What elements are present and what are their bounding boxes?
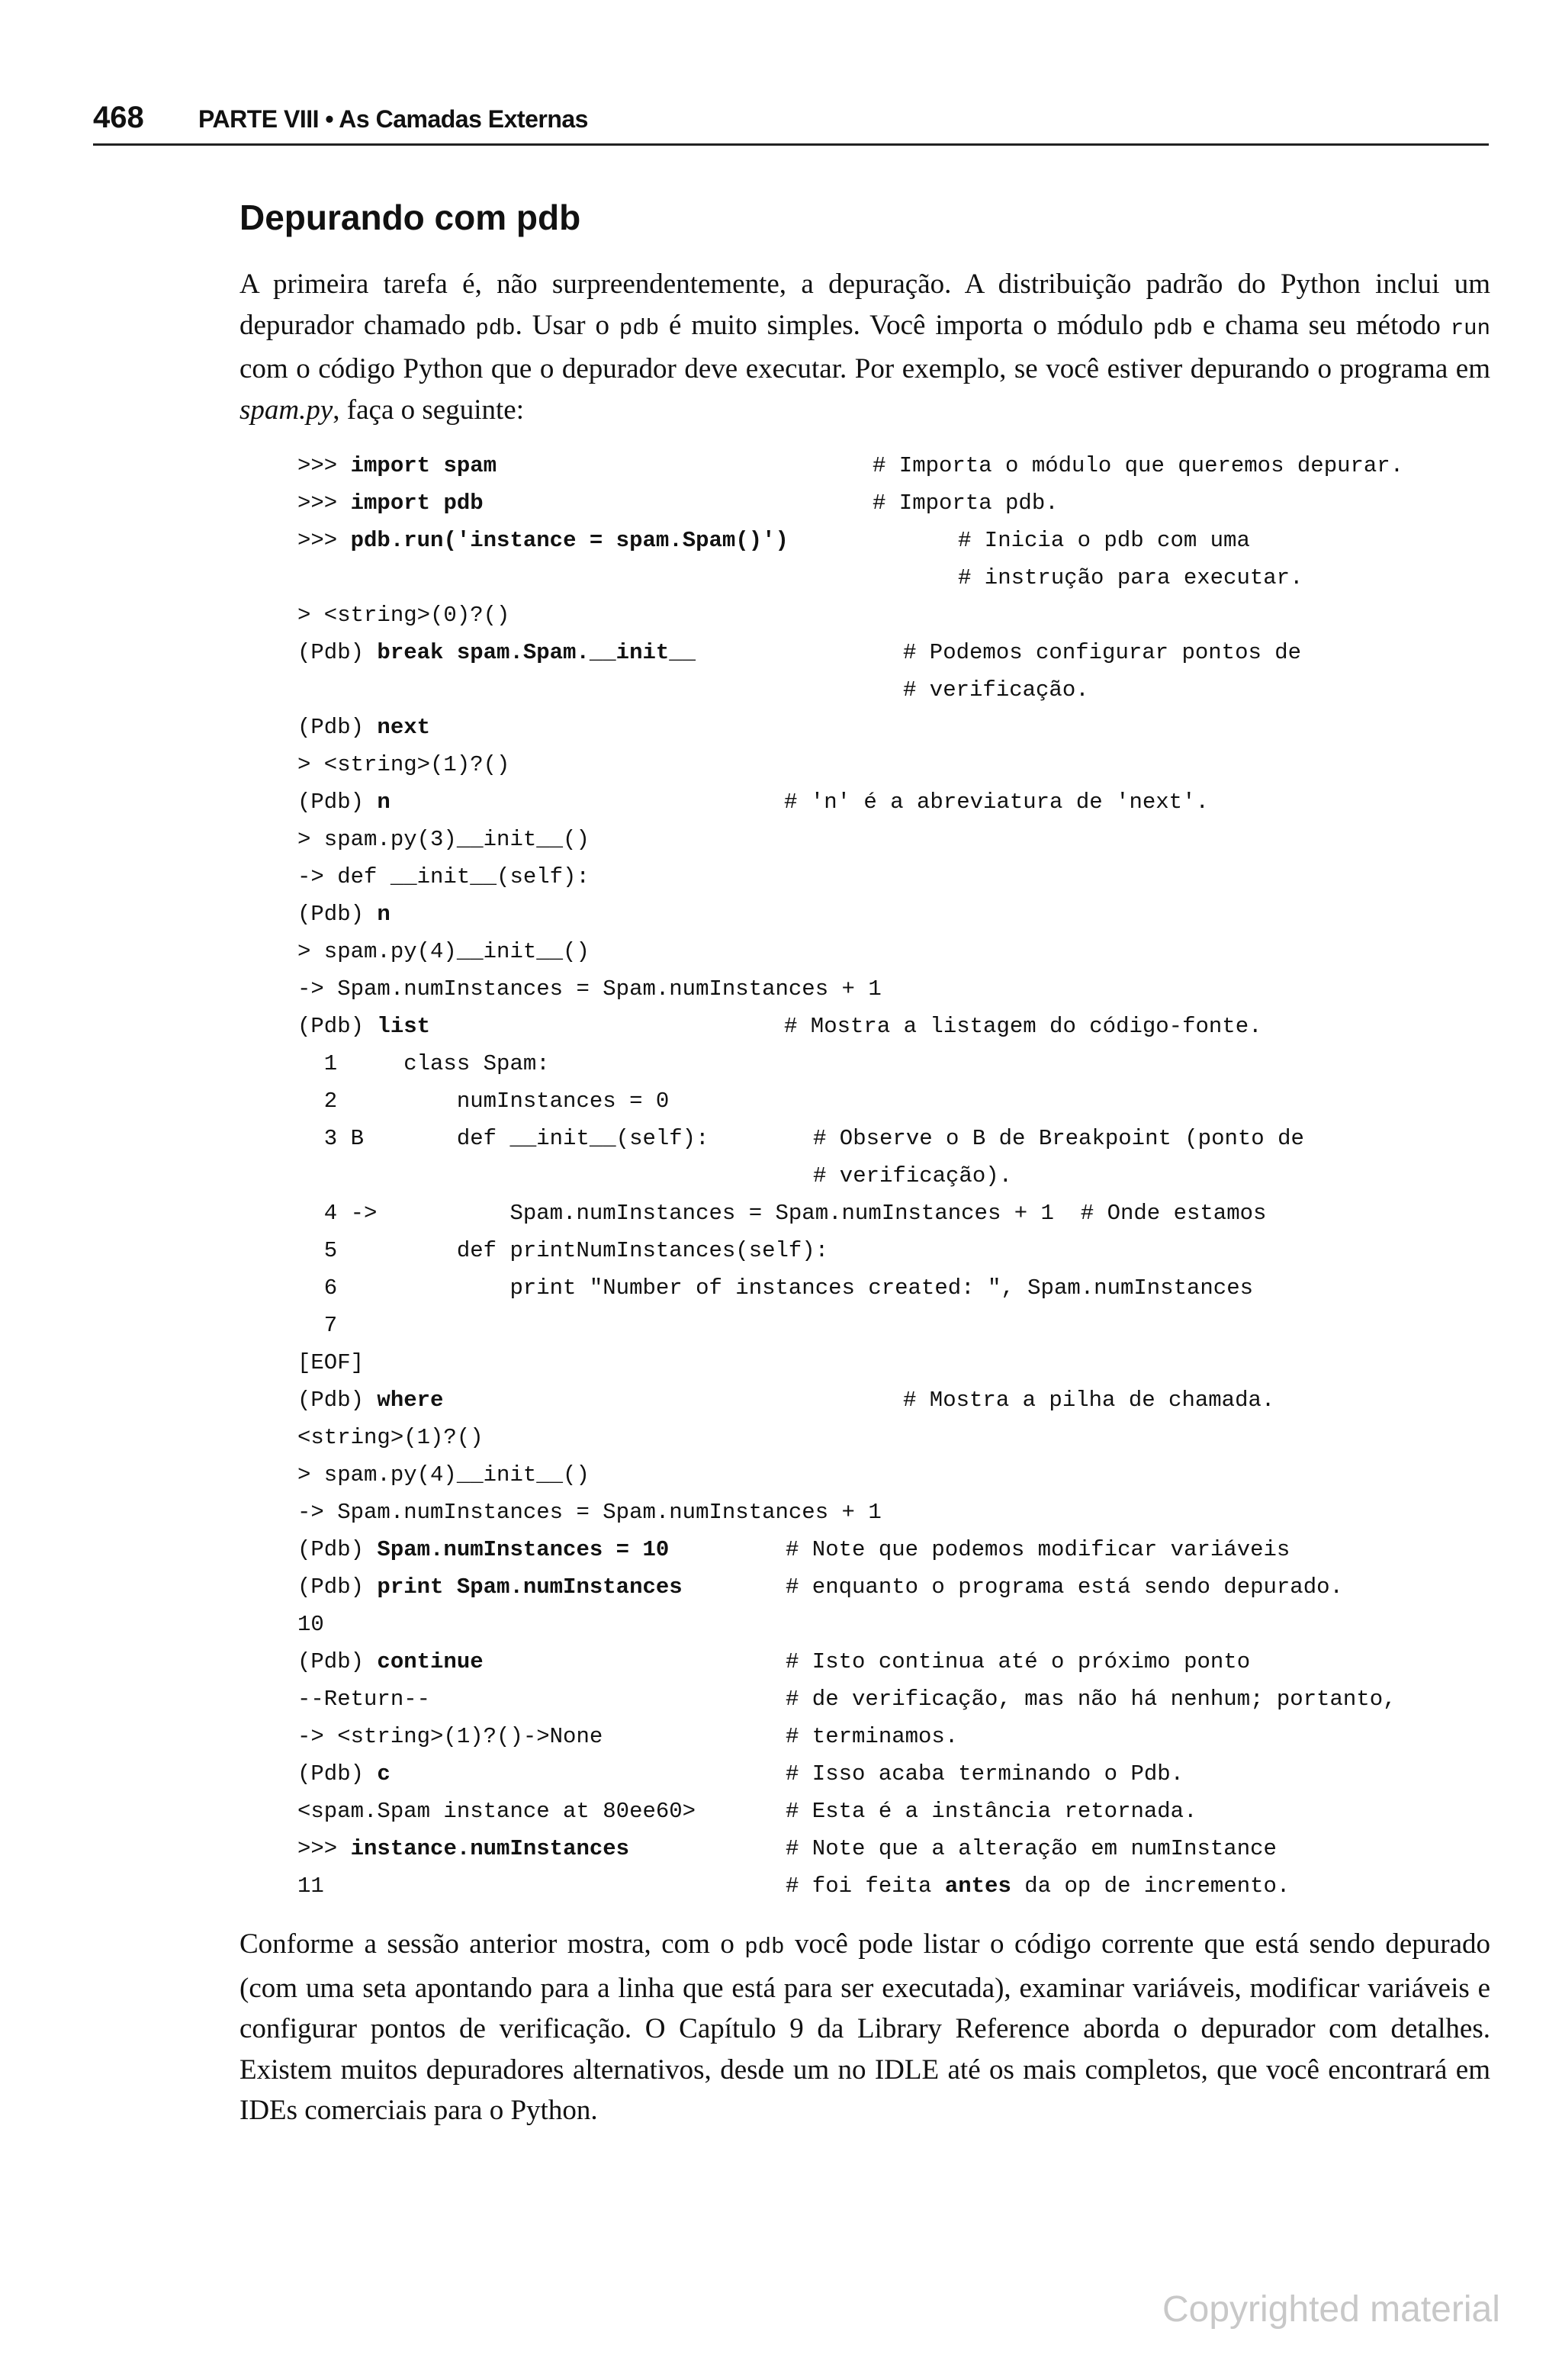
code-line (297, 559, 1533, 597)
code-command: next (377, 715, 431, 740)
running-header (93, 90, 1489, 146)
code-prompt: --Return-- (297, 1687, 431, 1712)
code-line (297, 1381, 1533, 1419)
code-comment: # 'n' é a abreviatura de 'next'. (784, 790, 1209, 815)
code-line (297, 821, 1533, 858)
code-prompt: 4 -> Spam.numInstances = Spam.numInstances + 1 # Onde estamos (297, 1201, 1267, 1226)
code-prompt: (Pdb) (297, 715, 378, 740)
code-listing (297, 447, 1533, 1905)
code-prompt: <string>(1)?() (297, 1425, 484, 1450)
intro-paragraph: A primeira tarefa é, não surpreendentemente, a depuração. A distribuição padrão do Python inclui um depurador chamado pdb. Usar o pdb é muito simples. Você importa o módulo pdb e chama seu método run com o código Python que o depurador deve executar. Por exemplo, se você estiver depurando o programa em spam.py, faça o seguinte: (239, 269, 1490, 426)
code-line (297, 522, 1533, 559)
code-line (297, 1120, 1533, 1157)
code-command: pdb.run('instance = spam.Spam()') (350, 528, 789, 553)
code-command: Spam.numInstances = 10 (377, 1537, 670, 1562)
code-line (297, 1643, 1533, 1680)
copyright-watermark: Copyrighted material (1162, 2289, 1500, 2330)
code-comment: # Importa o módulo que queremos depurar. (873, 453, 1404, 478)
code-prompt: (Pdb) (297, 1649, 378, 1674)
code-line (297, 1793, 1533, 1830)
code-comment: # de verificação, mas não há nenhum; portanto, (786, 1687, 1396, 1712)
code-prompt: 1 class Spam: (297, 1051, 550, 1076)
code-line (297, 1269, 1533, 1307)
code-comment: # Inicia o pdb com uma (958, 528, 1250, 553)
code-line (297, 1195, 1533, 1232)
code-line (297, 1045, 1533, 1082)
code-comment: # Isto continua até o próximo ponto (786, 1649, 1251, 1674)
code-line (297, 1755, 1533, 1793)
code-command: import pdb (350, 490, 484, 516)
code-line (297, 1307, 1533, 1344)
code-comment: # Mostra a listagem do código-fonte. (784, 1014, 1262, 1039)
code-command: break spam.Spam.__init__ (377, 640, 696, 665)
code-comment: # verificação. (903, 677, 1089, 703)
code-prompt: (Pdb) (297, 1537, 378, 1562)
code-command: n (377, 902, 390, 927)
code-line (297, 597, 1533, 634)
code-comment: # instrução para executar. (958, 565, 1303, 590)
code-command: list (377, 1014, 431, 1039)
code-prompt: >>> (297, 528, 351, 553)
code-comment: # Esta é a instância retornada. (786, 1799, 1197, 1824)
code-line (297, 896, 1533, 933)
section-title: Depurando com pdb (239, 198, 581, 237)
code-line (297, 1531, 1533, 1568)
code-line (297, 1419, 1533, 1456)
code-prompt: 5 def printNumInstances(self): (297, 1238, 829, 1263)
code-comment: # Note que a alteração em numInstance (786, 1836, 1277, 1861)
code-prompt: <spam.Spam instance at 80ee60> (297, 1799, 696, 1824)
code-line (297, 1494, 1533, 1531)
code-command: print Spam.numInstances (377, 1574, 683, 1600)
code-prompt: -> Spam.numInstances = Spam.numInstances + 1 (297, 1500, 882, 1525)
code-prompt: > spam.py(3)__init__() (297, 827, 590, 852)
code-prompt: >>> (297, 490, 351, 516)
code-comment: # Mostra a pilha de chamada. (903, 1388, 1275, 1413)
code-prompt: 10 (297, 1612, 324, 1637)
code-prompt: (Pdb) (297, 1761, 378, 1787)
code-line (297, 709, 1533, 746)
code-line (297, 634, 1533, 671)
code-line (297, 484, 1533, 522)
code-line (297, 1718, 1533, 1755)
code-prompt: -> def __init__(self): (297, 864, 590, 889)
code-prompt: >>> (297, 453, 351, 478)
code-prompt: (Pdb) (297, 1574, 378, 1600)
code-line (297, 1867, 1533, 1905)
code-command: where (377, 1388, 444, 1413)
code-line (297, 671, 1533, 709)
code-line (297, 447, 1533, 484)
code-comment: # Importa pdb. (873, 490, 1059, 516)
code-prompt: > spam.py(4)__init__() (297, 939, 590, 964)
code-comment: # enquanto o programa está sendo depurado. (786, 1574, 1343, 1600)
page-number: 468 (93, 101, 144, 134)
code-prompt: >>> (297, 1836, 351, 1861)
code-prompt: > <string>(0)?() (297, 603, 510, 628)
code-prompt: [EOF] (297, 1350, 365, 1375)
code-prompt: 3 B def __init__(self): (297, 1126, 709, 1151)
closing-paragraph: Conforme a sessão anterior mostra, com o pdb você pode listar o código corrente que está sendo depurado (com uma seta apontando para a linha que está para ser executada), examinar variáveis, modificar variáveis e configurar pontos de verificação. O Capítulo 9 da Library Reference aborda o depurador com detalhes. Existem muitos depuradores alternativos, desde um no IDLE até os mais completos, que você encontrará em IDEs comerciais para o Python. (239, 1928, 1490, 2126)
code-line (297, 933, 1533, 970)
code-prompt: > <string>(1)?() (297, 752, 510, 777)
code-line (297, 1082, 1533, 1120)
code-line (297, 970, 1533, 1008)
code-prompt: > spam.py(4)__init__() (297, 1462, 590, 1488)
code-prompt: (Pdb) (297, 1388, 378, 1413)
code-comment: # Observe o B de Breakpoint (ponto de (813, 1126, 1304, 1151)
code-line (297, 858, 1533, 896)
code-comment: # Note que podemos modificar variáveis (786, 1537, 1290, 1562)
running-header-title: PARTE VIII • As Camadas Externas (198, 105, 588, 133)
code-prompt: -> Spam.numInstances = Spam.numInstances + 1 (297, 976, 882, 1002)
code-line (297, 1568, 1533, 1606)
code-command: n (377, 790, 390, 815)
code-comment: # Podemos configurar pontos de (903, 640, 1302, 665)
code-command: c (377, 1761, 390, 1787)
code-command: continue (377, 1649, 484, 1674)
code-line (297, 1008, 1533, 1045)
code-prompt: (Pdb) (297, 1014, 378, 1039)
code-prompt: 2 numInstances = 0 (297, 1089, 670, 1114)
code-line (297, 1830, 1533, 1867)
code-prompt: (Pdb) (297, 790, 378, 815)
code-line (297, 1680, 1533, 1718)
code-command: import spam (350, 453, 497, 478)
code-comment: # foi feita antes da op de incremento. (786, 1873, 1290, 1899)
code-line (297, 783, 1533, 821)
code-comment: # verificação). (813, 1163, 1013, 1188)
code-comment: # Isso acaba terminando o Pdb. (786, 1761, 1184, 1787)
code-line (297, 1157, 1533, 1195)
code-line (297, 746, 1533, 783)
code-prompt: 11 (297, 1873, 324, 1899)
code-line (297, 1232, 1533, 1269)
code-command: instance.numInstances (350, 1836, 630, 1861)
code-comment: # terminamos. (786, 1724, 959, 1749)
code-prompt: 6 print "Number of instances created: ", Spam.numInstances (297, 1275, 1254, 1301)
code-prompt: -> <string>(1)?()->None (297, 1724, 603, 1749)
code-prompt: (Pdb) (297, 640, 378, 665)
code-prompt: 7 (297, 1313, 338, 1338)
code-line (297, 1606, 1533, 1643)
code-line (297, 1456, 1533, 1494)
code-line (297, 1344, 1533, 1381)
code-prompt: (Pdb) (297, 902, 378, 927)
